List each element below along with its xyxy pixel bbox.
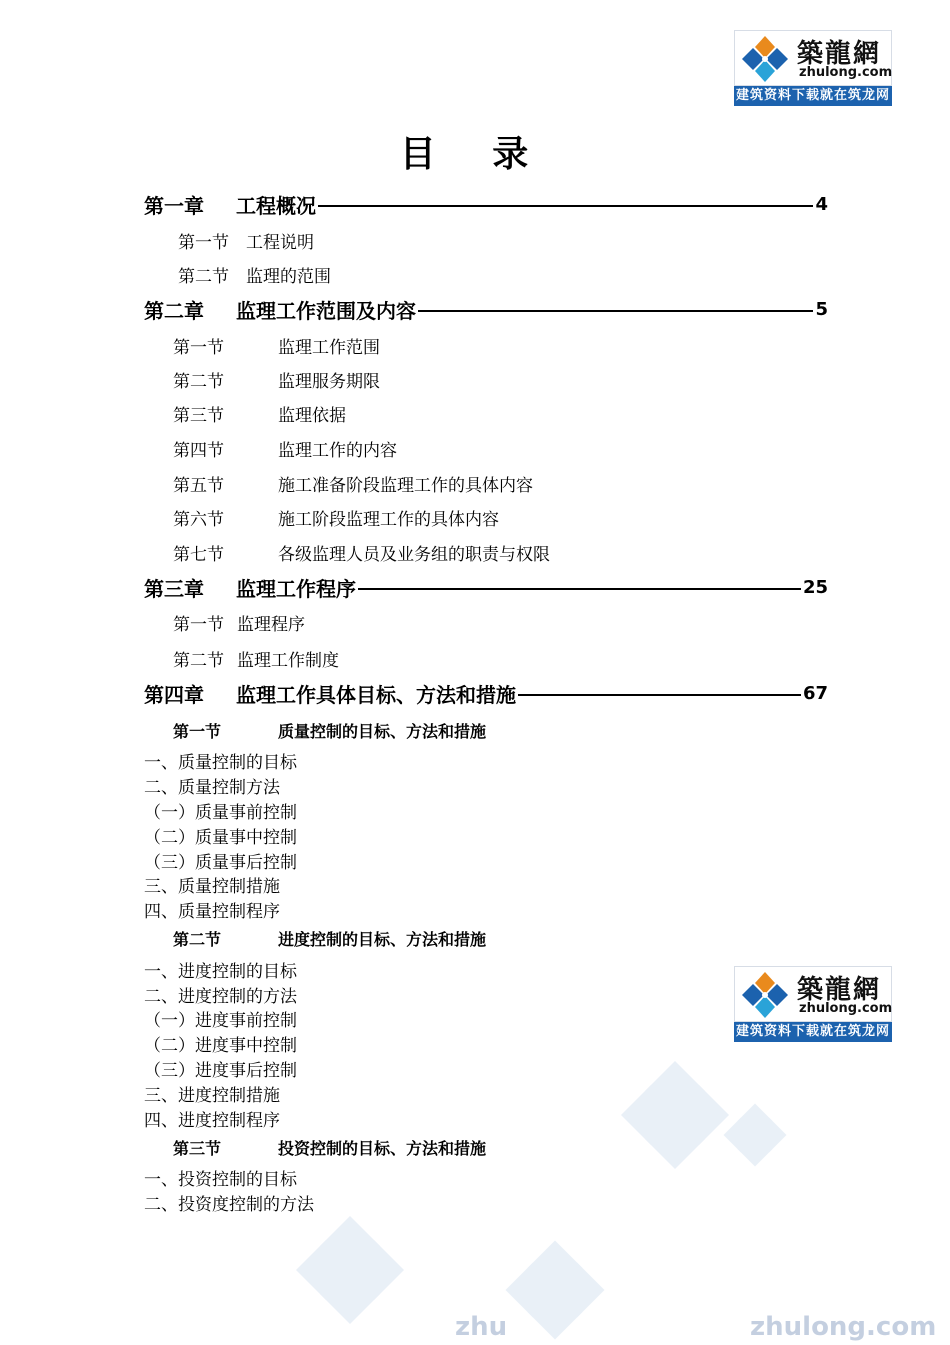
section-title: 进度控制的目标、方法和措施 — [278, 929, 487, 949]
toc-item[interactable]: 三、进度控制措施 — [144, 1086, 280, 1106]
site-logo — [734, 30, 892, 106]
section-title: 监理服务期限 — [278, 371, 380, 392]
section-number: 第一节 — [178, 232, 229, 253]
toc-item[interactable]: 四、质量控制程序 — [144, 902, 280, 922]
toc-chapter[interactable] — [144, 292, 828, 326]
section-title: 各级监理人员及业务组的职责与权限 — [278, 544, 550, 565]
section-number: 第二节 — [173, 929, 222, 949]
leader-line — [418, 310, 813, 312]
section-number: 第一节 — [173, 721, 222, 741]
chapter-title: 监理工作范围及内容 — [236, 298, 416, 323]
toc-section[interactable] — [173, 332, 380, 358]
section-number: 第三节 — [173, 405, 224, 426]
logo-domain: zhulong.com — [799, 65, 893, 80]
toc-section[interactable] — [173, 435, 397, 461]
section-title: 施工准备阶段监理工作的具体内容 — [278, 475, 533, 496]
logo-emblem-icon — [739, 970, 791, 1020]
section-number: 第三节 — [173, 1138, 222, 1158]
toc-chapter[interactable] — [144, 570, 828, 604]
leader-line — [318, 205, 813, 207]
toc-item[interactable]: （一）进度事前控制 — [144, 1011, 297, 1031]
chapter-page: 5 — [815, 298, 828, 320]
chapter-number: 第三章 — [144, 576, 204, 601]
toc-item[interactable]: 四、进度控制程序 — [144, 1111, 280, 1131]
logo-tagline: 建筑资料下载就在筑龙网 — [734, 1022, 892, 1042]
toc-section[interactable] — [173, 539, 550, 565]
watermark-emblem — [500, 1235, 610, 1345]
logo-name: 築龍網 — [797, 975, 882, 1005]
section-title: 施工阶段监理工作的具体内容 — [278, 509, 499, 530]
watermark-text: zhu — [455, 1312, 508, 1342]
toc-section[interactable] — [173, 717, 486, 743]
section-title: 工程说明 — [246, 232, 314, 253]
toc-item[interactable]: 一、投资控制的目标 — [144, 1170, 297, 1190]
toc-item[interactable]: （三）进度事后控制 — [144, 1061, 297, 1081]
section-number: 第五节 — [173, 475, 224, 496]
toc-item[interactable]: 二、投资度控制的方法 — [144, 1195, 314, 1215]
chapter-title: 监理工作程序 — [236, 576, 356, 601]
toc-section[interactable] — [173, 504, 499, 530]
logo-tagline: 建筑资料下载就在筑龙网 — [734, 86, 892, 106]
chapter-title: 监理工作具体目标、方法和措施 — [236, 682, 516, 707]
section-title: 监理工作制度 — [237, 650, 339, 671]
section-number: 第一节 — [173, 614, 224, 635]
section-number: 第一节 — [173, 337, 224, 358]
toc-section[interactable] — [173, 925, 486, 951]
logo-name: 築龍網 — [797, 39, 882, 69]
toc-section[interactable] — [173, 470, 533, 496]
toc-item[interactable]: （一）质量事前控制 — [144, 803, 297, 823]
watermark-emblem — [290, 1210, 410, 1330]
toc-item[interactable]: （二）质量事中控制 — [144, 828, 297, 848]
page-title: 目 录 — [399, 134, 551, 175]
leader-line — [518, 694, 801, 696]
toc-section[interactable] — [173, 645, 339, 671]
toc-item[interactable]: （二）进度事中控制 — [144, 1036, 297, 1056]
watermark-text: zhulong.com — [750, 1312, 937, 1342]
section-title: 监理依据 — [278, 405, 346, 426]
watermark-emblem — [720, 1100, 790, 1170]
leader-line — [358, 588, 801, 590]
section-number: 第七节 — [173, 544, 224, 565]
section-title: 投资控制的目标、方法和措施 — [278, 1138, 487, 1158]
toc-item[interactable]: 一、进度控制的目标 — [144, 962, 297, 982]
toc-item[interactable]: 二、进度控制的方法 — [144, 987, 297, 1007]
section-title: 监理程序 — [237, 614, 305, 635]
chapter-page: 67 — [802, 682, 828, 704]
section-number: 第四节 — [173, 440, 224, 461]
toc-chapter[interactable] — [144, 187, 828, 221]
logo-domain: zhulong.com — [799, 1001, 893, 1016]
section-number: 第六节 — [173, 509, 224, 530]
section-title: 监理的范围 — [246, 266, 331, 287]
toc-item[interactable]: 一、质量控制的目标 — [144, 753, 297, 773]
chapter-number: 第二章 — [144, 298, 204, 323]
toc-section[interactable] — [178, 261, 331, 287]
section-title: 监理工作的内容 — [278, 440, 397, 461]
logo-emblem-icon — [739, 34, 791, 84]
toc-section[interactable] — [173, 609, 305, 635]
toc-section[interactable] — [173, 366, 380, 392]
toc-section[interactable] — [173, 1134, 486, 1160]
chapter-number: 第一章 — [144, 193, 204, 218]
chapter-number: 第四章 — [144, 682, 204, 707]
chapter-page: 4 — [815, 193, 828, 215]
chapter-title: 工程概况 — [236, 193, 316, 218]
toc-item[interactable]: 三、质量控制措施 — [144, 877, 280, 897]
watermark-emblem — [615, 1055, 735, 1175]
toc-section[interactable] — [178, 227, 314, 253]
section-number: 第二节 — [173, 650, 224, 671]
toc-item[interactable]: （三）质量事后控制 — [144, 853, 297, 873]
section-number: 第二节 — [173, 371, 224, 392]
site-logo — [734, 966, 892, 1042]
section-title: 监理工作范围 — [278, 337, 380, 358]
section-number: 第二节 — [178, 266, 229, 287]
toc-section[interactable] — [173, 400, 346, 426]
section-title: 质量控制的目标、方法和措施 — [278, 721, 487, 741]
toc-item[interactable]: 二、质量控制方法 — [144, 778, 280, 798]
chapter-page: 25 — [802, 576, 828, 598]
toc-chapter[interactable] — [144, 676, 828, 710]
